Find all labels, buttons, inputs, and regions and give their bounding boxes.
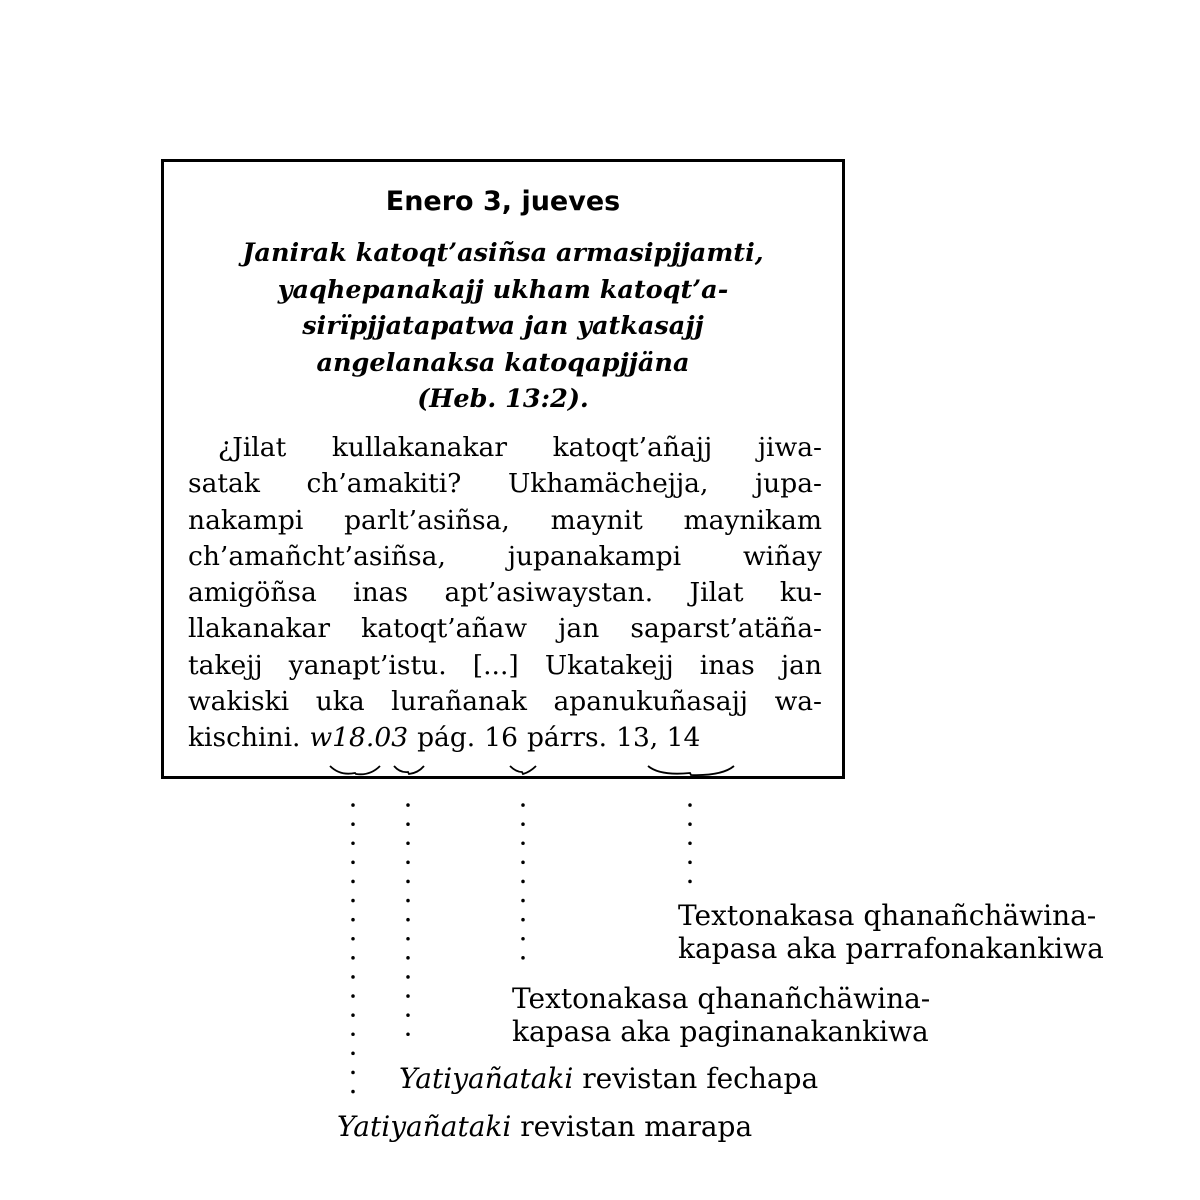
magazine-caption [337,1110,752,1143]
caption-text: revistan fechapa [582,1062,819,1095]
caption-line: kapasa aka parrafonakankiwa [678,932,1104,965]
magazine-symbol: w18 [309,722,366,754]
caption-text: revistan marapa [520,1110,753,1143]
magazine-issue: 03 [374,722,409,754]
body-word: Ukhamächejja, [507,468,709,500]
body-word: inas [699,649,755,681]
citation-lead: kischini. [188,722,301,754]
paragraphs-word: párrs. [526,722,608,754]
body-word: inas [353,577,409,609]
issue-date-caption [399,1062,818,1095]
body-word: Ukatakejj [544,649,674,681]
body-word: saparst’atäña- [630,613,822,645]
body-word: llakanakar [188,613,330,645]
body-word: yanapt’istu. [288,649,447,681]
citation-dot: . [365,722,375,754]
body-word: takejj [188,649,263,681]
page-caption [512,982,930,1048]
body-word: wa- [774,686,822,718]
body-word: satak [188,468,260,500]
body-word: katoqt’añajj [552,432,713,463]
caption-italic: Yatiyañataki [337,1110,512,1143]
verse-line: angelanaksa katoqapjjäna [316,347,690,378]
body-word: ch’amañcht’asiñsa, [188,540,446,572]
body-word: uka [315,686,365,718]
caption-line: Textonakasa qhanañchäwina- [678,899,1097,932]
issue-brace [394,766,424,774]
paragraph-numbers: 13, 14 [616,722,701,754]
caption-line: kapasa aka paginanakankiwa [512,1015,929,1048]
verse-line: yaqhepanakajj ukham katoqt’a- [277,274,729,305]
body-word: ¿Jilat [218,432,287,463]
page-brace [510,766,536,774]
body-word: wakiski [188,686,290,718]
body-word: wiñay [743,540,822,572]
paragraphs-caption [678,899,1104,965]
body-word: jupa- [754,468,822,500]
body-word: lurañanak [391,686,527,718]
body-word: parlt’asiñsa, [344,504,510,536]
magazine-brace [330,766,380,774]
page-word: pág. [417,722,476,754]
body-word: ku- [779,577,822,609]
body-word: amigöñsa [188,577,317,609]
body-word: jupanakampi [507,540,682,572]
body-word: nakampi [188,504,304,536]
caption-line: Textonakasa qhanañchäwina- [512,982,931,1015]
body-word: maynikam [683,504,822,536]
page-number: 16 [484,722,518,754]
body-word: katoqt’añaw [361,613,528,645]
verse-line: Janirak katoqt’asiñsa armasipjjamti, [242,238,764,268]
body-word: apt’asiwaystan. [444,577,654,609]
caption-italic: Yatiyañataki [399,1062,574,1095]
body-word: [...] [472,649,519,681]
body-word: jan [780,649,822,681]
body-word: jiwa- [757,432,822,463]
verse-line: sirïpjjatapatwa jan yatkasajj [302,311,704,341]
verse-reference: (Heb. 13:2). [417,384,589,414]
body-word: apanukuñasajj [553,686,749,718]
body-word: ch’amakiti? [306,468,462,500]
date-heading: Enero 3, jueves [385,186,621,217]
body-word: Jilat [689,577,744,609]
body-word: jan [558,613,600,645]
body-word: kullakanakar [331,432,507,463]
paragraphs-brace [648,766,734,775]
body-word: maynit [550,504,643,536]
